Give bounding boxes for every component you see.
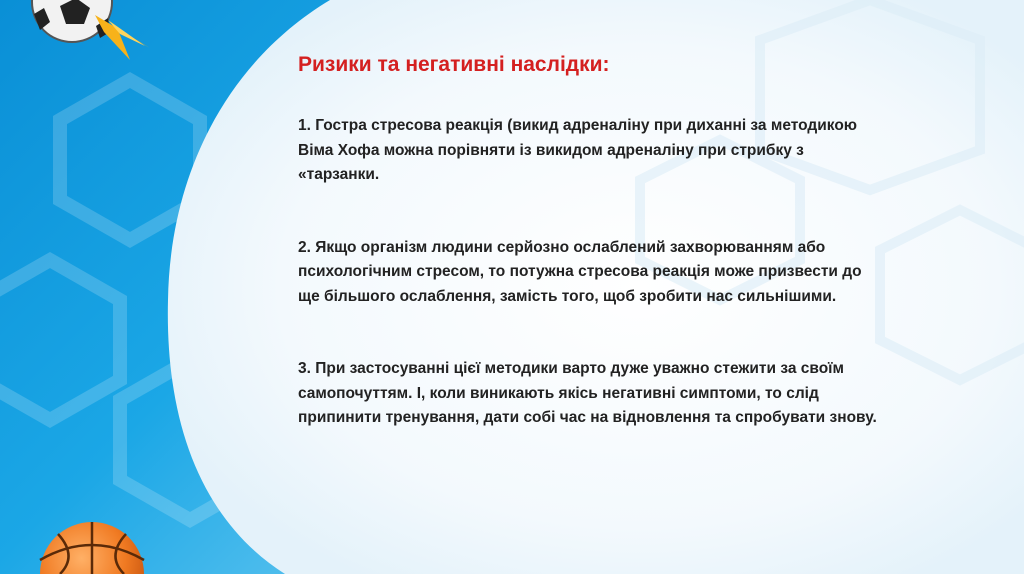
basketball-icon xyxy=(40,522,144,574)
risk-item-3: 3. При застосуванні цієї методики варто дуже уважно стежити за своїм самопочуттям. І, коли виникають якісь негативні симптоми, то слід припинити тренування, дати собі час на відновлення та спробувати знову. xyxy=(298,360,877,426)
slide-content xyxy=(298,52,898,431)
risk-item-2: 2. Якщо організм людини серйозно ослаблений захворюванням або психологічним стресом, то потужна стресова реакція може призвести до ще більшого ослаблення, замість того, щоб зробити нас сильнішими. xyxy=(298,238,862,305)
star-burst-icon xyxy=(95,15,150,60)
risk-item-1: 1. Гостра стресова реакція (викид адреналіну при диханні за методикою Віма Хофа можна порівняти із викидом адреналіну при стрибку з «тарзанки. xyxy=(298,117,858,183)
slide-title: Ризики та негативні наслідки: xyxy=(298,53,610,76)
